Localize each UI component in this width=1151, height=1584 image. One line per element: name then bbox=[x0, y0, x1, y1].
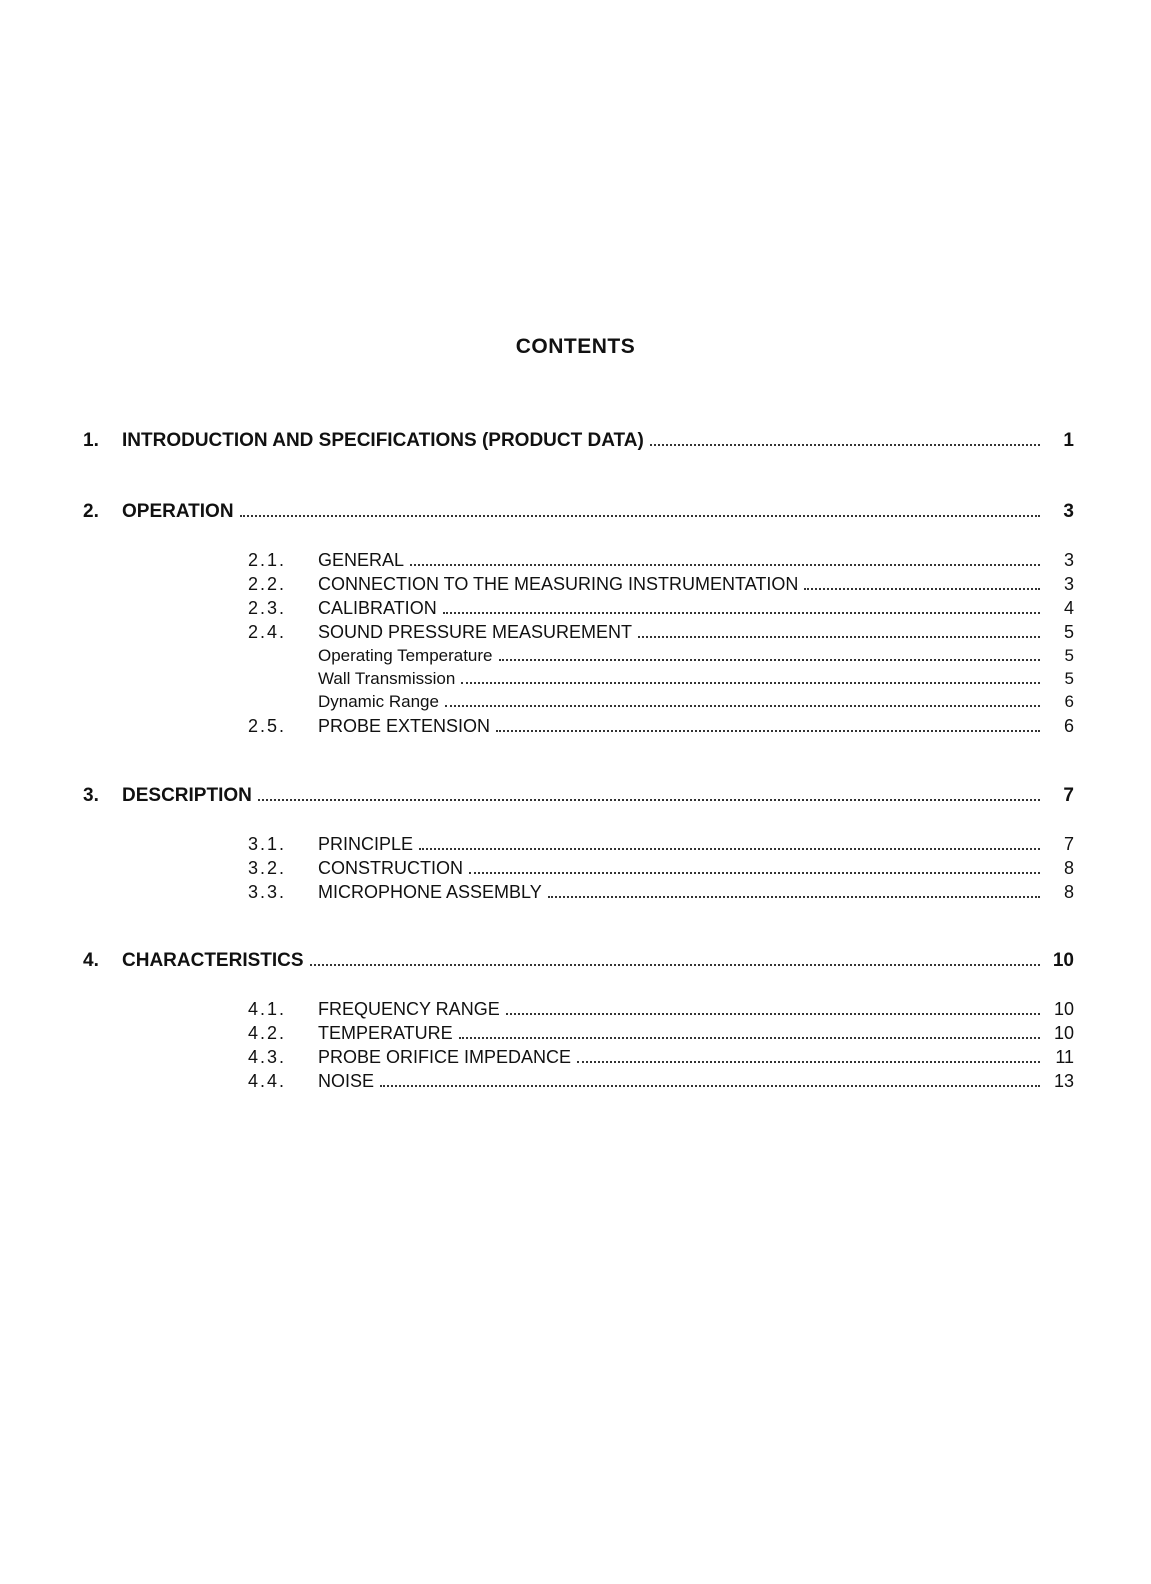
section-number: 3. bbox=[83, 785, 99, 806]
dot-leader bbox=[499, 659, 1040, 661]
subsection-title: CONNECTION TO THE MEASURING INSTRUMENTATION bbox=[318, 574, 799, 594]
section-number: 4. bbox=[83, 950, 99, 971]
page-number: 10 bbox=[1052, 950, 1074, 971]
subsection-number: 2.4. bbox=[248, 622, 287, 642]
dot-leader bbox=[469, 872, 1040, 874]
toc-section-description bbox=[83, 785, 1074, 811]
toc-subsection-noise bbox=[248, 1071, 1074, 1095]
toc-section-characteristics bbox=[83, 950, 1074, 976]
subsection-title: NOISE bbox=[318, 1071, 375, 1091]
item-title: Operating Temperature bbox=[318, 646, 493, 665]
dot-leader bbox=[445, 705, 1040, 707]
page-number: 4 bbox=[1063, 598, 1074, 618]
dot-leader bbox=[443, 612, 1040, 614]
page-number: 13 bbox=[1053, 1071, 1074, 1091]
dot-leader bbox=[650, 444, 1040, 446]
page-number: 3 bbox=[1063, 501, 1074, 522]
toc-subsection-construction bbox=[248, 858, 1074, 882]
dot-leader bbox=[459, 1037, 1040, 1039]
page-number: 6 bbox=[1064, 692, 1074, 711]
toc-section-operation bbox=[83, 501, 1074, 527]
dot-leader bbox=[548, 896, 1040, 898]
dot-leader bbox=[419, 848, 1040, 850]
subsection-title: MICROPHONE ASSEMBLY bbox=[318, 882, 542, 902]
subsection-number: 3.1. bbox=[248, 834, 287, 854]
subsection-title: FREQUENCY RANGE bbox=[318, 999, 500, 1019]
toc-item-operating-temperature bbox=[318, 646, 1074, 670]
page-number: 3 bbox=[1063, 574, 1074, 594]
toc-subsection-probe-orifice-impedance bbox=[248, 1047, 1074, 1071]
section-title: CHARACTERISTICS bbox=[122, 950, 304, 971]
subsection-title: SOUND PRESSURE MEASUREMENT bbox=[318, 622, 633, 642]
page-number: 6 bbox=[1063, 716, 1074, 736]
toc-subsection-sound-pressure bbox=[248, 622, 1074, 646]
section-title: DESCRIPTION bbox=[122, 785, 252, 806]
dot-leader bbox=[804, 588, 1040, 590]
toc-item-dynamic-range bbox=[318, 692, 1074, 716]
section-number: 2. bbox=[83, 501, 99, 522]
toc-item-wall-transmission bbox=[318, 669, 1074, 693]
toc-subsection-frequency-range bbox=[248, 999, 1074, 1023]
page-number: 11 bbox=[1055, 1047, 1074, 1067]
toc-subsection-probe-extension bbox=[248, 716, 1074, 740]
page-number: 3 bbox=[1063, 550, 1074, 570]
toc-subsection-connection bbox=[248, 574, 1074, 598]
toc-subsection-temperature bbox=[248, 1023, 1074, 1047]
subsection-title: TEMPERATURE bbox=[318, 1023, 453, 1043]
toc-section-introduction bbox=[83, 430, 1074, 456]
dot-leader bbox=[461, 682, 1040, 684]
page-number: 1 bbox=[1063, 430, 1074, 451]
dot-leader bbox=[258, 799, 1040, 801]
subsection-number: 4.2. bbox=[248, 1023, 287, 1043]
subsection-number: 2.3. bbox=[248, 598, 287, 618]
toc-subsection-principle bbox=[248, 834, 1074, 858]
subsection-title: PROBE EXTENSION bbox=[318, 716, 491, 736]
dot-leader bbox=[506, 1013, 1040, 1015]
toc-subsection-general bbox=[248, 550, 1074, 574]
dot-leader bbox=[380, 1085, 1040, 1087]
subsection-number: 2.2. bbox=[248, 574, 287, 594]
item-title: Wall Transmission bbox=[318, 669, 456, 688]
subsection-title: PRINCIPLE bbox=[318, 834, 414, 854]
page-number: 5 bbox=[1064, 669, 1074, 688]
subsection-title: GENERAL bbox=[318, 550, 405, 570]
dot-leader bbox=[310, 964, 1040, 966]
toc-subsection-microphone-assembly bbox=[248, 882, 1074, 906]
page-number: 10 bbox=[1053, 1023, 1074, 1043]
subsection-number: 4.1. bbox=[248, 999, 287, 1019]
subsection-number: 3.2. bbox=[248, 858, 287, 878]
subsection-number: 4.3. bbox=[248, 1047, 287, 1067]
page-number: 8 bbox=[1063, 858, 1074, 878]
subsection-title: CONSTRUCTION bbox=[318, 858, 463, 878]
page-number: 7 bbox=[1063, 785, 1074, 806]
page-number: 8 bbox=[1063, 882, 1074, 902]
subsection-title: CALIBRATION bbox=[318, 598, 437, 618]
page-number: 10 bbox=[1053, 999, 1074, 1019]
dot-leader bbox=[410, 564, 1040, 566]
dot-leader bbox=[577, 1061, 1040, 1063]
dot-leader bbox=[638, 636, 1040, 638]
subsection-number: 2.1. bbox=[248, 550, 287, 570]
section-title: OPERATION bbox=[122, 501, 234, 522]
subsection-number: 4.4. bbox=[248, 1071, 287, 1091]
page-title: CONTENTS bbox=[515, 335, 636, 358]
section-number: 1. bbox=[83, 430, 99, 451]
subsection-title: PROBE ORIFICE IMPEDANCE bbox=[318, 1047, 572, 1067]
page-number: 5 bbox=[1064, 646, 1074, 665]
page-number: 7 bbox=[1063, 834, 1074, 854]
subsection-number: 3.3. bbox=[248, 882, 287, 902]
dot-leader bbox=[496, 730, 1040, 732]
item-title: Dynamic Range bbox=[318, 692, 439, 711]
dot-leader bbox=[240, 515, 1040, 517]
toc-subsection-calibration bbox=[248, 598, 1074, 622]
subsection-number: 2.5. bbox=[248, 716, 287, 736]
page-number: 5 bbox=[1063, 622, 1074, 642]
section-title: INTRODUCTION AND SPECIFICATIONS (PRODUCT DATA) bbox=[122, 430, 644, 451]
